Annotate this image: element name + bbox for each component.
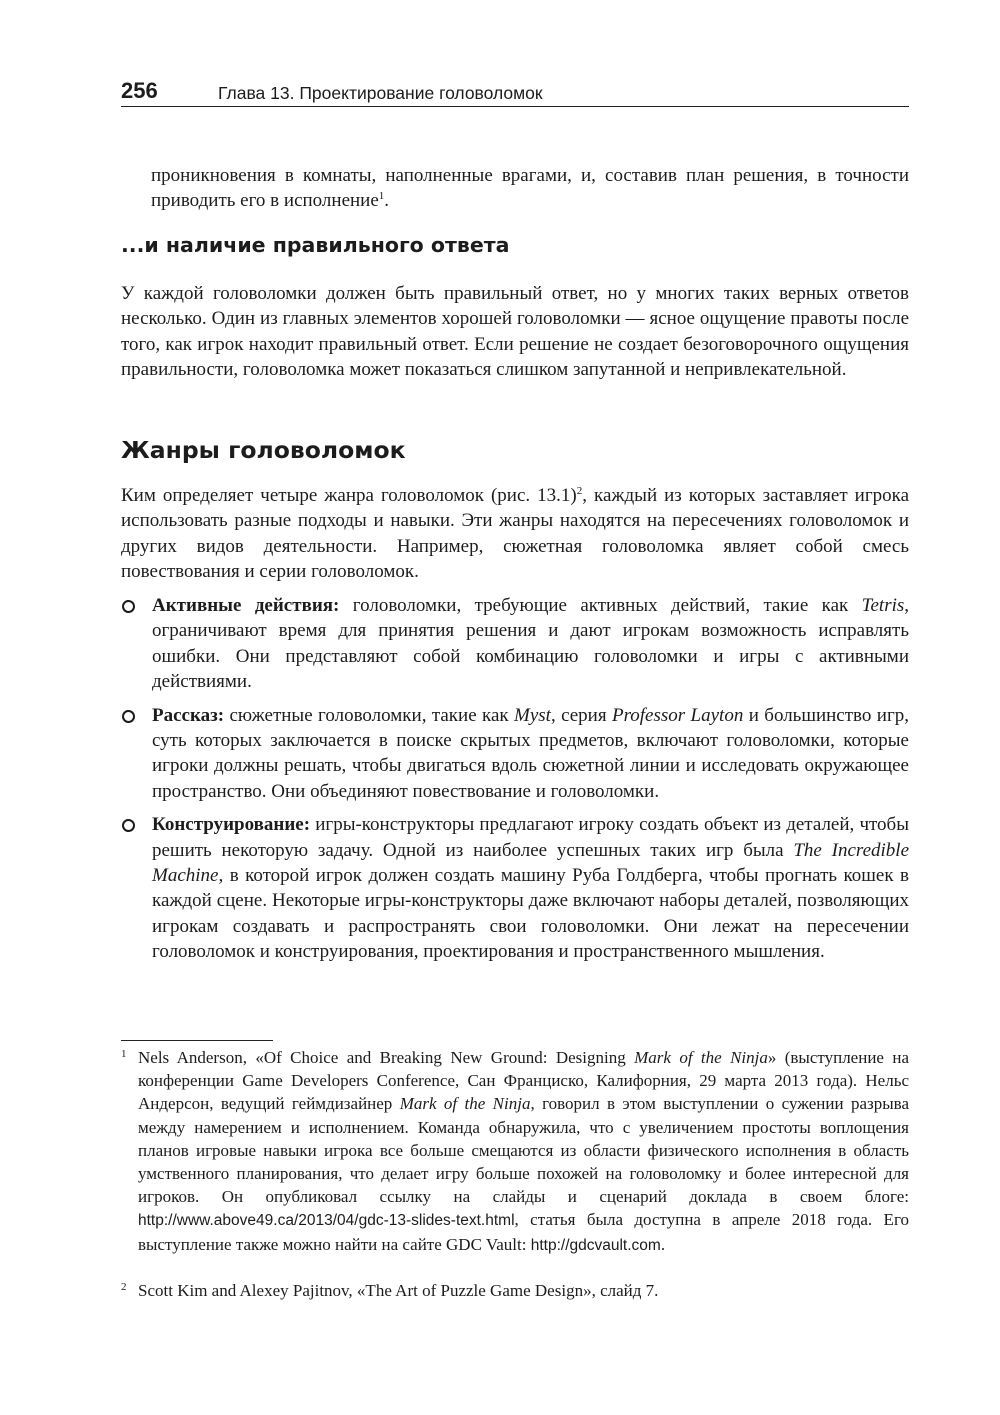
continued-end: . bbox=[384, 190, 390, 212]
game-title: The Incredible Machine bbox=[152, 839, 910, 887]
gdcvault-link[interactable]: http://gdcvault.com bbox=[530, 1236, 661, 1254]
list-item-text: и большинство игр, суть которых заключается в поиске скрытых предметов, включают головоломки, которые игроки должны решать, чтобы двигаться вдоль сюжетной линии и исследовать окружающее пространство. Они объединяют повествование и головоломки. bbox=[152, 704, 909, 802]
game-title: Mark of the Ninja bbox=[399, 1094, 531, 1114]
list-item-text: , в которой игрок должен создать машину Руба Голдберга, чтобы прогнать кошек в каждой сцене. Некоторые игры-конструкторы даже включают наборы деталей, позволяющих игрокам создавать и распространять свои головоломки. Они лежат на пересечении головоломок и конструирования, проектирования и пространственного мышления. bbox=[152, 865, 909, 963]
list-item-text: игры-конструкторы предлагают игроку создать объект из деталей, чтобы решить некоторую задачу. Одной из наиболее успешных таких игр была bbox=[152, 814, 909, 861]
game-title: Tetris bbox=[861, 595, 905, 616]
list-item-text: , серия bbox=[550, 704, 612, 726]
footnote-text-part: . bbox=[660, 1234, 666, 1254]
footnote-1 bbox=[121, 1046, 909, 1257]
list-item-term: Конструирование: bbox=[152, 814, 311, 836]
list-item-text: головоломки, требующие активных действий, такие как bbox=[339, 595, 862, 616]
paragraph-genres-part2: , каждый из которых заставляет игрока использовать разные подходы и навыки. Эти жанры находятся на пересечениях головоломок и других видов деятельности. Например, сюжетная головоломка являет собой смесь повествования и серии головоломок. bbox=[121, 485, 910, 583]
list-item-text: сюжетные головоломки, такие как bbox=[224, 704, 515, 726]
footnote-ref-2[interactable]: 2 bbox=[576, 485, 583, 497]
list-item bbox=[121, 703, 909, 805]
game-title: Professor Layton bbox=[611, 704, 744, 726]
footnote-ref-1[interactable]: 1 bbox=[378, 190, 385, 203]
paragraph-genres-part1: Ким определяет четыре жанра головоломок (рис. 13.1) bbox=[121, 485, 577, 506]
footnote-text bbox=[138, 1046, 909, 1257]
footnote-text-part: Nels Anderson, «Of Choice and Breaking New Ground: Designing bbox=[138, 1048, 635, 1067]
page-number: 256 bbox=[121, 78, 158, 103]
bullet-icon bbox=[122, 600, 135, 613]
footnote-2 bbox=[121, 1279, 909, 1302]
genre-list bbox=[121, 593, 909, 973]
bullet-icon bbox=[122, 710, 135, 723]
list-item bbox=[121, 812, 909, 964]
list-item-text: , ограничивают время для принятия решения и дают игрокам возможность исправлять ошибки. Они представляют собой комбинацию головоломки и игры с активными действиями. bbox=[152, 595, 910, 693]
bullet-icon bbox=[122, 819, 135, 832]
footnote-number: 2 bbox=[121, 1281, 127, 1293]
footnote-text-part: , говорил в этом выступлении о сужении разрыва между намерением и исполнением. Команда обнаружила, что с увеличением простоты воплощения планов игровые навыки игрока все больше смещаются из области физического исполнения в область умственного планирования, что делает игру больше похожей на головоломку и более интересной для игроков. Он опубликовал ссылку на слайды и сценарий доклада в своем блоге: bbox=[138, 1094, 909, 1207]
running-head: Глава 13. Проектирование головоломок bbox=[218, 83, 543, 103]
game-title: Myst bbox=[514, 704, 551, 726]
paragraph-genres bbox=[121, 483, 909, 585]
footnote-text: Scott Kim and Alexey Pajitnov, «The Art of Puzzle Game Design», слайд 7. bbox=[138, 1281, 659, 1300]
continued-text: проникновения в комнаты, наполненные врагами, и, составив план решения, в точности приводить его в исполнение bbox=[151, 165, 909, 212]
footnote-divider bbox=[121, 1040, 273, 1041]
footnote-text-part: » (выступление на конференции Game Developers Conference, Сан Франциско, Калифорния, 29 марта 2013 года). Нельс Андерсон, ведущий геймдизайнер bbox=[138, 1048, 909, 1114]
footnote-text-part: , статья была доступна в апреле 2018 года. Его выступление также можно найти на сайте GDC Vault: bbox=[138, 1210, 909, 1254]
list-item-term: Рассказ: bbox=[152, 704, 225, 726]
blog-link[interactable]: http://www.above49.ca/2013/04/gdc-13-slides-text.html bbox=[138, 1212, 515, 1230]
list-item bbox=[121, 593, 909, 695]
footnote-number: 1 bbox=[121, 1048, 127, 1060]
paragraph-correct-answer: У каждой головоломки должен быть правильный ответ, но у многих таких верных ответов несколько. Один из главных элементов хорошей головоломки — ясное ощущение правоты после того, как игрок находит правильный ответ. Если решение не создает безоговорочного ощущения правильности, головоломка может показаться слишком запутанной и непривлекательной. bbox=[121, 283, 909, 381]
page-header bbox=[121, 76, 909, 107]
list-item-term: Активные действия: bbox=[152, 595, 340, 616]
game-title: Mark of the Ninja bbox=[634, 1048, 768, 1067]
section-heading: Жанры головоломок bbox=[121, 436, 406, 464]
continued-paragraph bbox=[151, 163, 909, 214]
subheading: ...и наличие правильного ответа bbox=[121, 233, 510, 257]
